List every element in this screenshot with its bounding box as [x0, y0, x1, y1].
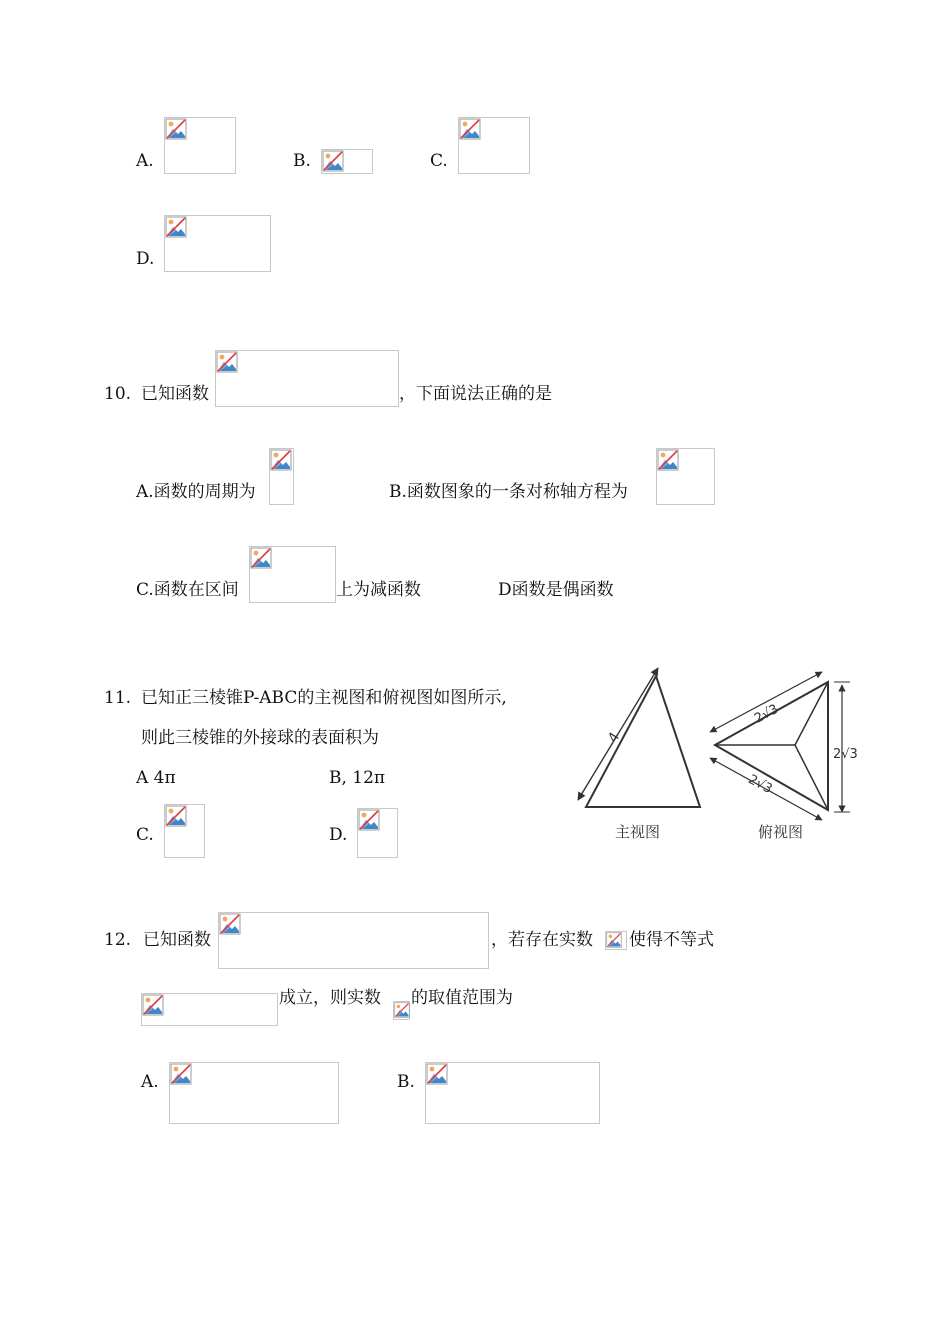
q11-option-b: B, 12π [329, 768, 386, 788]
broken-image-icon [142, 994, 164, 1016]
q10-option-c-image [249, 546, 336, 603]
q11-three-view-figure [570, 660, 870, 850]
q12-line2-mid: 成立，则实数 [279, 988, 381, 1008]
q10-option-d: D函数是偶函数 [498, 580, 614, 600]
q12-number: 12. [104, 930, 132, 950]
q10-option-b: B.函数图象的一条对称轴方程为 [389, 482, 628, 502]
top-dim-lower: 2√3 [745, 772, 775, 798]
front-view-label: 主视图 [615, 823, 661, 841]
top-dim-upper: 2√3 [752, 701, 782, 727]
q11-option-d: D. [329, 825, 348, 845]
broken-image-icon [216, 351, 238, 373]
broken-image-icon [165, 805, 187, 827]
q10-function-image [215, 350, 399, 407]
q10-number: 10. [104, 384, 132, 404]
broken-image-icon [270, 449, 292, 471]
q10-stem-end: ，下面说法正确的是 [399, 384, 552, 404]
q10-option-a-image [269, 448, 294, 505]
front-edge-label: 4 [605, 729, 624, 746]
q11-stem-line2: 则此三棱锥的外接球的表面积为 [141, 728, 379, 748]
q9-option-b-image [321, 149, 373, 174]
q9-option-c-image [458, 117, 530, 174]
broken-image-icon [459, 118, 481, 140]
broken-image-icon [165, 216, 187, 238]
broken-image-icon [394, 1002, 410, 1018]
front-view [578, 668, 700, 807]
q12-line2-end: 的取值范围为 [411, 988, 513, 1008]
q12-option-b-image [425, 1062, 600, 1124]
broken-image-icon [426, 1063, 448, 1085]
broken-image-icon [165, 118, 187, 140]
broken-image-icon [170, 1063, 192, 1085]
top-dim-right: 2√3 [833, 747, 858, 762]
q10-option-c-start: C.函数在区间 [136, 580, 239, 600]
q9-option-a-image [164, 117, 236, 174]
q9-option-a-label: A. [136, 151, 154, 171]
q11-number: 11. [104, 688, 132, 708]
q9-option-c-label: C. [430, 151, 448, 171]
q12-parameter-image [393, 1001, 410, 1020]
q12-variable-image [605, 931, 627, 950]
top-view [710, 672, 850, 820]
q11-option-c: C. [136, 825, 154, 845]
broken-image-icon [250, 547, 272, 569]
q11-stem-line1: 已知正三棱锥P-ABC的主视图和俯视图如图所示, [141, 688, 507, 708]
q12-option-b: B. [397, 1072, 415, 1092]
q11-option-a: A 4π [136, 768, 176, 788]
q9-option-d-label: D. [136, 249, 155, 269]
q10-option-c-end: 上为减函数 [336, 580, 421, 600]
q12-inequality-image [141, 993, 278, 1026]
q12-function-image [218, 912, 489, 969]
q12-option-a-image [169, 1062, 339, 1124]
q9-option-b-label: B. [293, 151, 311, 171]
q11-option-d-image [357, 808, 398, 858]
top-view-label: 俯视图 [758, 823, 804, 841]
q12-stem-start: 已知函数 [143, 930, 211, 950]
broken-image-icon [358, 809, 380, 831]
q12-stem-mid2: 使得不等式 [629, 930, 714, 950]
q12-option-a: A. [141, 1072, 159, 1092]
q10-option-a: A.函数的周期为 [136, 482, 256, 502]
broken-image-icon [606, 932, 622, 948]
q10-option-b-image [656, 448, 715, 505]
broken-image-icon [219, 913, 241, 935]
q10-stem-start: 已知函数 [141, 384, 209, 404]
broken-image-icon [657, 449, 679, 471]
q9-option-d-image [164, 215, 271, 272]
broken-image-icon [322, 150, 344, 172]
q11-option-c-image [164, 804, 205, 858]
q12-stem-mid: ，若存在实数 [491, 930, 593, 950]
